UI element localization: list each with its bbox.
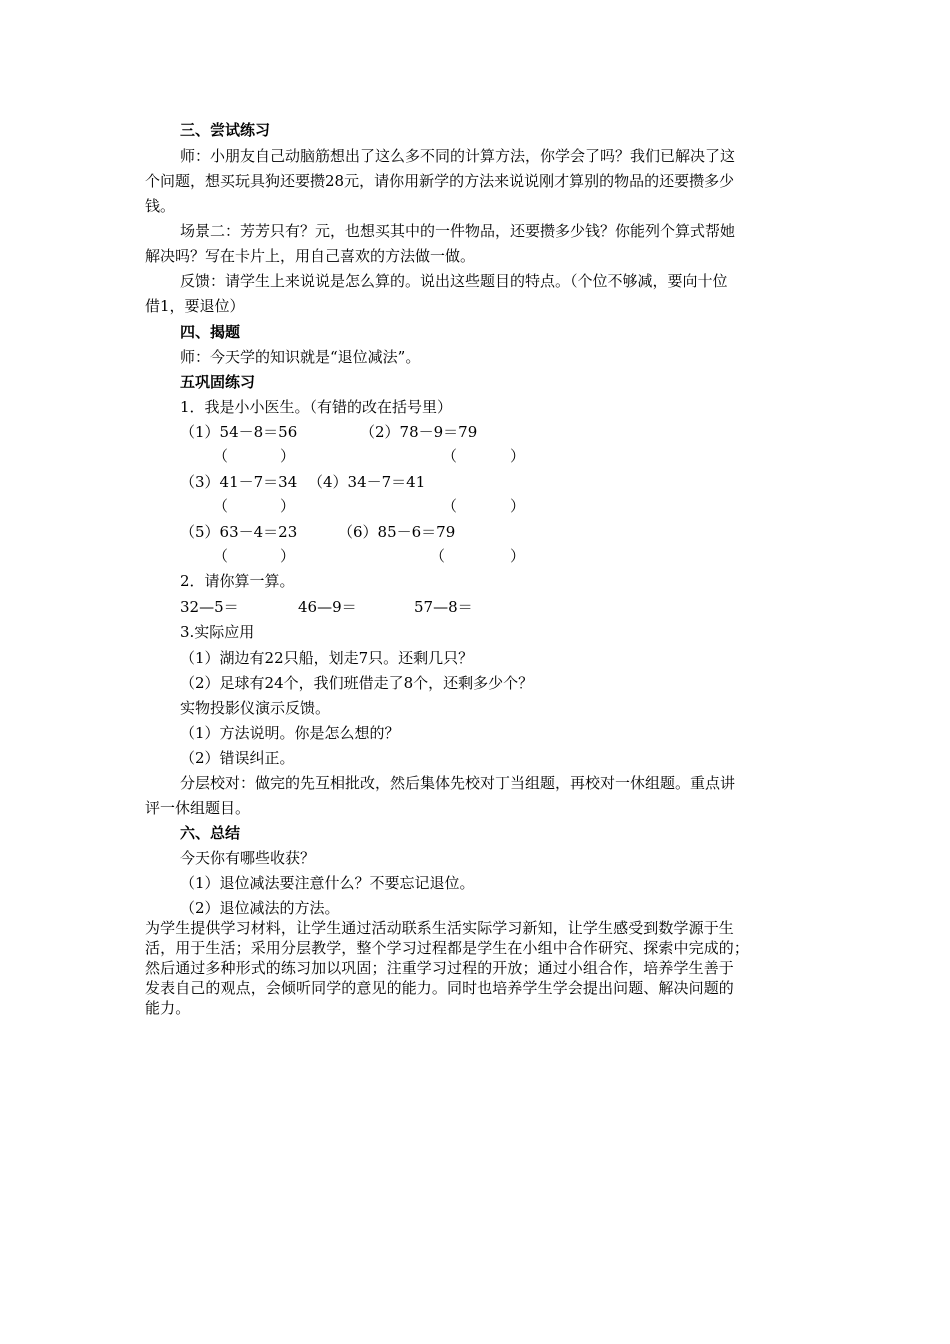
summary-line-1: 为学生提供学习材料，让学生通过活动联系生活实际学习新知，让学生感受到数学源于生 — [145, 919, 734, 937]
paren-close: ） — [510, 497, 526, 515]
sec3-p3-line-1: 反馈：请学生上来说说是怎么算的。说出这些题目的特点。（个位不够减，要向十位 — [180, 272, 728, 290]
paren-close: ） — [280, 547, 296, 565]
feedback-title: 实物投影仪演示反馈。 — [180, 699, 331, 717]
summary-line-4: 发表自己的观点，会倾听同学的意见的能力。同时也培养学生学会提出问题、解决问题的 — [145, 979, 734, 997]
paren-open: （ — [430, 547, 446, 565]
q3-item-1: （1）湖边有22只船，划走7只。还剩几只？ — [180, 649, 474, 667]
paren-open: （ — [213, 447, 229, 465]
q2-item-3: 57—8＝ — [414, 598, 473, 616]
section-3-heading: 三、尝试练习 — [180, 121, 271, 139]
sec3-p2-line-1: 场景二：芳芳只有？元，也想买其中的一件物品，还要攒多少钱？你能列个算式帮她 — [180, 222, 736, 240]
q3-item-2: （2）足球有24个，我们班借走了8个，还剩多少个？ — [180, 674, 534, 692]
paren-close: ） — [510, 447, 526, 465]
paren-open: （ — [213, 497, 229, 515]
sec6-question: 今天你有哪些收获？ — [180, 849, 316, 867]
sec6-item-1: （1）退位减法要注意什么？不要忘记退位。 — [180, 874, 475, 892]
paren-open: （ — [213, 547, 229, 565]
q1-title: 1．我是小小医生。（有错的改在括号里） — [180, 398, 453, 416]
section-5-heading: 五巩固练习 — [180, 373, 256, 391]
paren-open: （ — [442, 497, 458, 515]
paren-open: （ — [442, 447, 458, 465]
sec3-p2-line-2: 解决吗？写在卡片上，用自己喜欢的方法做一做。 — [145, 247, 476, 265]
summary-line-2: 活，用于生活；采用分层教学，整个学习过程都是学生在小组中合作研究、探索中完成的； — [145, 939, 750, 957]
q2-title: 2．请你算一算。 — [180, 572, 295, 590]
paren-close: ） — [280, 447, 296, 465]
q1-item-4: （4）34－7＝41 — [308, 473, 426, 491]
q3-title: 3.实际应用 — [180, 623, 255, 641]
check-line-1: 分层校对：做完的先互相批改，然后集体先校对丁当组题，再校对一休组题。重点讲 — [180, 774, 736, 792]
summary-paragraph — [145, 918, 805, 1018]
summary-line-5: 能力。 — [145, 999, 191, 1017]
sec3-p3-line-2: 借1，要退位） — [145, 297, 245, 315]
sec3-p1-line-1: 师：小朋友自己动脑筋想出了这么多不同的计算方法，你学会了吗？我们已解决了这 — [180, 147, 736, 165]
q1-item-2: （2）78－9＝79 — [360, 423, 478, 441]
check-line-2: 评一休组题目。 — [145, 799, 251, 817]
q1-item-1: （1）54－8＝56 — [180, 423, 298, 441]
feedback-item-1: （1）方法说明。你是怎么想的？ — [180, 724, 400, 742]
sec3-p1-line-3: 钱。 — [145, 197, 176, 215]
q1-item-5: （5）63－4＝23 — [180, 523, 298, 541]
q1-item-3: （3）41－7＝34 — [180, 473, 298, 491]
paren-close: ） — [280, 497, 296, 515]
feedback-item-2: （2）错误纠正。 — [180, 749, 295, 767]
sec4-paragraph: 师：今天学的知识就是“退位减法”。 — [180, 348, 421, 366]
summary-line-3: 然后通过多种形式的练习加以巩固；注重学习过程的开放；通过小组合作，培养学生善于 — [145, 959, 734, 977]
section-4-heading: 四、揭题 — [180, 323, 241, 341]
sec6-item-2: （2）退位减法的方法。 — [180, 899, 340, 917]
paren-close: ） — [510, 547, 526, 565]
q1-item-6: （6）85－6＝79 — [338, 523, 456, 541]
q2-item-2: 46—9＝ — [298, 598, 357, 616]
sec3-p1-line-2: 个问题，想买玩具狗还要攒28元，请你用新学的方法来说说刚才算别的物品的还要攒多少 — [145, 172, 735, 190]
section-6-heading: 六、总结 — [180, 824, 241, 842]
q2-item-1: 32—5＝ — [180, 598, 239, 616]
